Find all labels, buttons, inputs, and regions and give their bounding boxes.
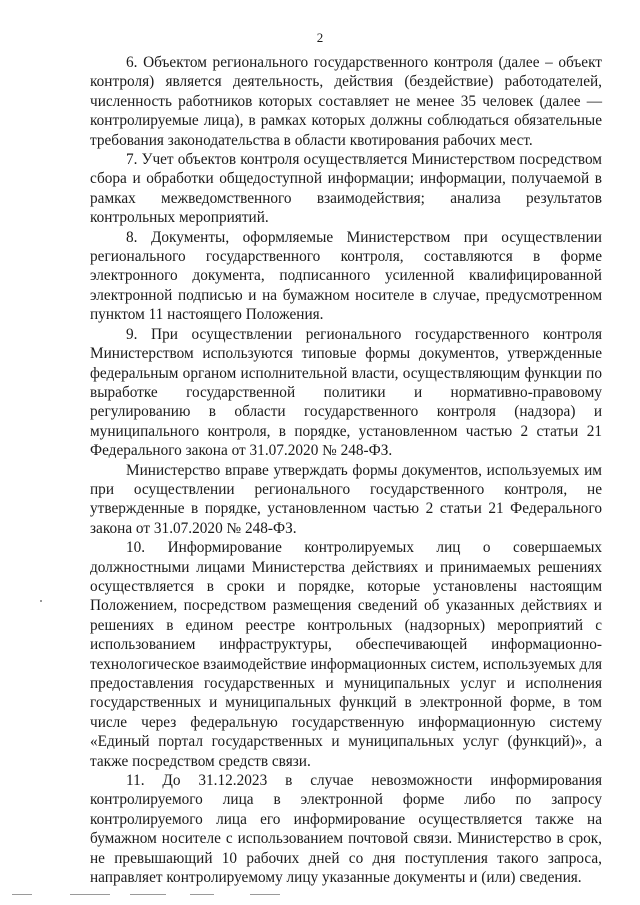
page-number: 2	[316, 30, 324, 45]
footer-scan-marks	[0, 890, 640, 900]
paragraph-9: 9. При осуществлении регионального государственного контроля Министерством используются типовые формы документов, утвержденные федеральным органом исполнительной власти, осуществляющим функции по выработке государственной политики и нормативно-правовому регулированию в области государственного контроля (надзора) и муниципального контроля, в порядке, установленном частью 2 статьи 21 Федерального закона от 31.07.2020 № 248-ФЗ.	[90, 325, 602, 460]
footer-mark	[130, 894, 166, 895]
footer-mark	[12, 894, 32, 895]
scan-artifact	[40, 600, 42, 602]
footer-mark	[250, 894, 280, 895]
footer-mark	[190, 894, 214, 895]
paragraph-11: 11. До 31.12.2023 в случае невозможности информирования контролируемого лица в электронной форме либо по запросу контролируемого лица его информирование осуществляется также на бумажном носителе с использованием почтовой связи. Министерство в срок, не превышающий 10 рабочих дней со дня поступления такого запроса, направляет контролируемому лицу указанные документы и (или) сведения.	[90, 772, 602, 887]
paragraph-8: 8. Документы, оформляемые Министерством при осуществлении регионального государственного контроля, составляются в форме электронного документа, подписанного усиленной квалифицированной электронной подписью и на бумажном носителе в случае, предусмотренном пунктом 11 настоящего Положения.	[90, 228, 602, 324]
paragraph-7: 7. Учет объектов контроля осуществляется Министерством посредством сбора и обработки общедоступной информации; информации, получаемой в рамках межведомственного взаимодействия; анализа результатов контрольных мероприятий.	[90, 151, 602, 227]
paragraph-6: 6. Объектом регионального государственного контроля (далее – объект контроля) является деятельность, действия (бездействие) работодателей, численность работников которых составляет не менее 35 человек (далее — контролируемые лица), в рамках которых должны соблюдаться обязательные требования законодательства в области квотирования рабочих мест.	[90, 54, 602, 149]
footer-mark	[70, 894, 110, 895]
paragraph-9-continuation: Министерство вправе утверждать формы документов, используемых им при осуществлении регионального государственного контроля, не утвержденные в порядке, установленном частью 2 статьи 21 Федерального закона от 31.07.2020 № 248-ФЗ.	[90, 461, 602, 537]
document-body	[90, 53, 602, 887]
paragraph-10: 10. Информирование контролируемых лиц о совершаемых должностными лицами Министерства действиях и принимаемых решениях осуществляется в сроки и порядке, которые установлены настоящим Положением, посредством размещения сведений об указанных действиях и решениях в едином реестре контрольных (надзорных) мероприятий с использованием инфраструктуры, обеспечивающей информационно-технологическое взаимодействие информационных систем, используемых для предоставления государственных и муниципальных услуг и исполнения государственных и муниципальных функций в электронной форме, в том числе через федеральную государственную информационную систему «Единый портал государственных и муниципальных услуг (функций)», а также посредством средств связи.	[90, 539, 602, 770]
